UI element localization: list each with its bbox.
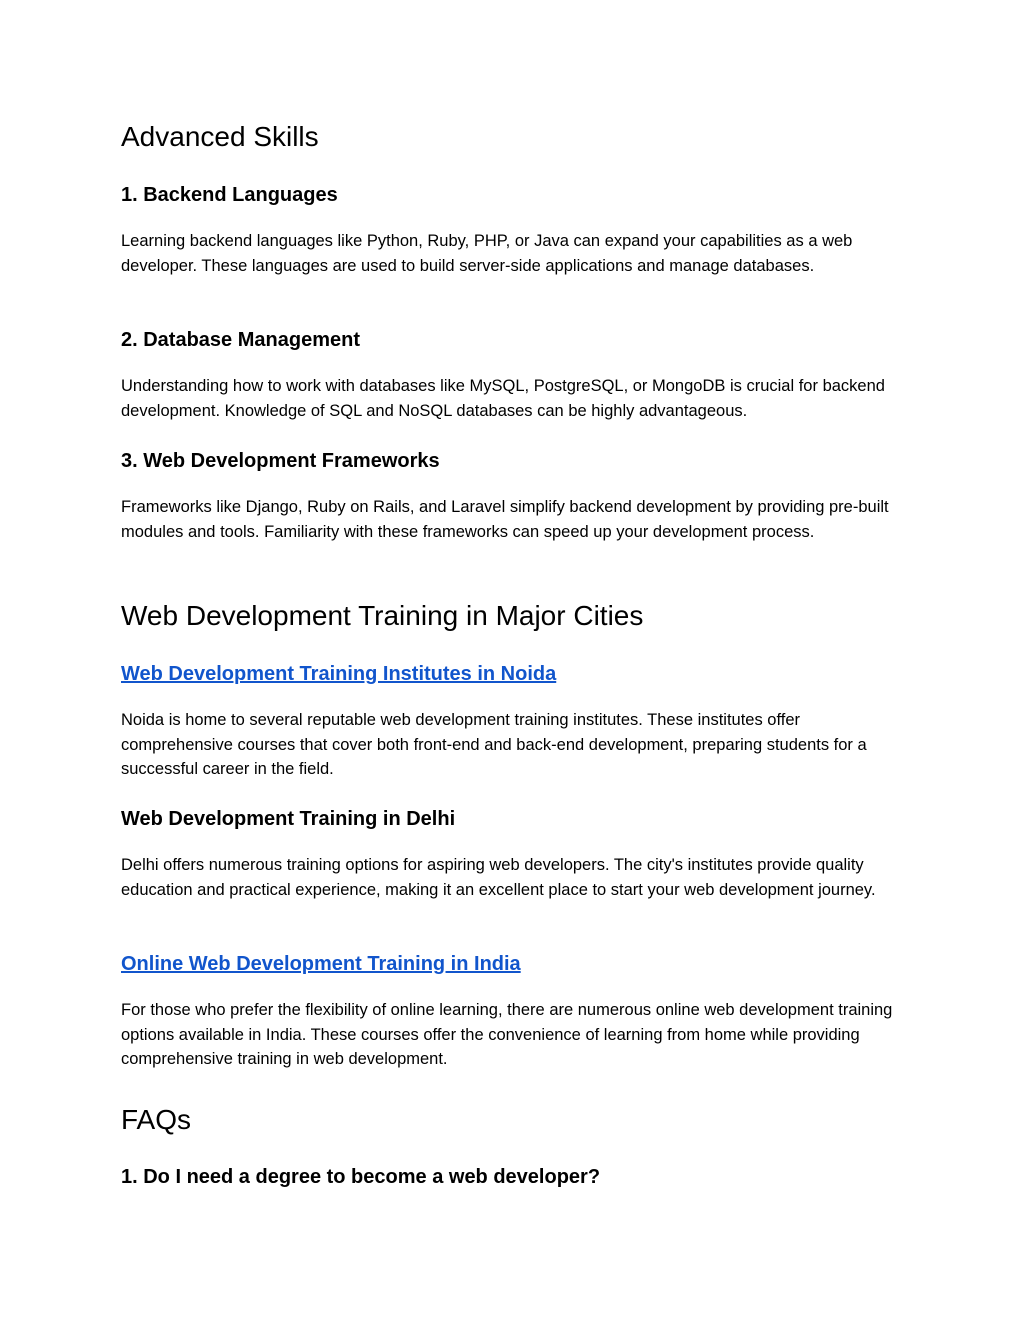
paragraph-backend-languages: Learning backend languages like Python, Ruby, PHP, or Java can expand your capabilities as a web developer. These languages are used to build server-side applications and manage databases. <box>121 232 853 275</box>
heading-noida <box>121 662 556 686</box>
section-title-major-cities: Web Development Training in Major Cities <box>121 600 644 631</box>
heading-backend-languages: 1. Backend Languages <box>121 184 338 206</box>
heading-delhi: Web Development Training in Delhi <box>121 808 456 830</box>
section-title-faqs: FAQs <box>121 1104 192 1135</box>
heading-online-india <box>121 952 521 976</box>
heading-database-management: 2. Database Management <box>121 329 360 351</box>
faq-question-degree: 1. Do I need a degree to become a web developer? <box>121 1166 601 1188</box>
paragraph-noida: Noida is home to several reputable web development training institutes. These institutes offer comprehensive courses that cover both front-end and back-end development, preparing students for a successful career in the field. <box>121 711 867 778</box>
section-title-advanced-skills: Advanced Skills <box>121 121 319 152</box>
link-noida-institutes[interactable]: Web Development Training Institutes in Noida <box>121 663 557 685</box>
paragraph-database-management: Understanding how to work with databases like MySQL, PostgreSQL, or MongoDB is crucial for backend development. Knowledge of SQL and NoSQL databases can be highly advantageous. <box>121 377 885 420</box>
paragraph-online-india: For those who prefer the flexibility of online learning, there are numerous online web development training options available in India. These courses offer the convenience of learning from home while providing comprehensive training in web development. <box>121 1001 893 1068</box>
paragraph-delhi: Delhi offers numerous training options for aspiring web developers. The city's institutes provide quality education and practical experience, making it an excellent place to start your web development journey. <box>121 856 876 899</box>
heading-web-development-frameworks: 3. Web Development Frameworks <box>121 450 440 472</box>
paragraph-web-development-frameworks: Frameworks like Django, Ruby on Rails, and Laravel simplify backend development by providing pre-built modules and tools. Familiarity with these frameworks can speed up your development process. <box>121 498 889 541</box>
link-online-india[interactable]: Online Web Development Training in India <box>121 953 521 975</box>
